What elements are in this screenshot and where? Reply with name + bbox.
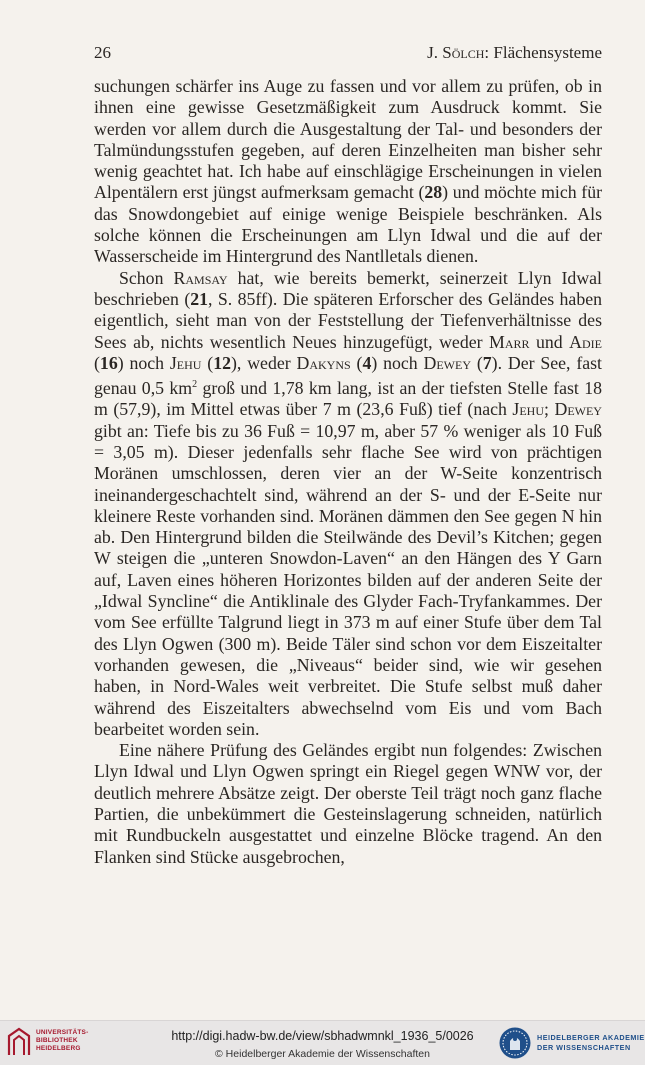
- paragraph-text: (: [94, 352, 100, 373]
- reference-number: 4: [362, 352, 372, 373]
- author-dakyns: Dakyns: [296, 352, 351, 373]
- paragraph-text: ) noch: [371, 352, 424, 373]
- paragraph-text: ), weder: [231, 352, 297, 373]
- uni-line-3: HEIDELBERG: [36, 1045, 81, 1052]
- paragraph-text: , S. 85ff). Die späteren Erforscher des Geländes haben eigentlich, sieht man von der Feststellung der Tiefenverhältnisse des Sees ab, nichts wesentlich Neues hinzugefügt, weder: [94, 288, 602, 352]
- academy-line-1: HEIDELBERGER AKADEMIE: [537, 1033, 645, 1042]
- footer-bar: [0, 1020, 645, 1065]
- uni-line-2: BIBLIOTHEK: [36, 1037, 78, 1044]
- paragraph-text: weniger als 10 Fuß = 3,05 m). Dieser jedenfalls sehr flache See wird von prächtigen Moränen umschlossen, deren vier an der W-Seite konzentrisch ineinandergeschachtelt sind, während an der S- und der E-Seite nur kleinere Reste vorhanden sind. Moränen dämmen den See gegen N hin ab. Den Hintergrund bilden die Steilwände des Devil’s Kitchen; gegen W steigen die „unteren Snowdon-Laven“ an den Hängen des Y Garn auf, Laven eines höheren Horizontes bilden auf der anderen Seite der „Idwal Syncline“ die Antiklinale des Glyder Fach-Tryfankammes. Der vom See erfüllte Talgrund liegt in 373 m auf einer Stufe über dem Tal des Llyn Ogwen (300 m). Beide Täler sind schon vor dem Eiszeitalter vorhanden gewesen, die „Niveaus“ beider sind, wie wir gesehen haben, in Nord-Wales weit verbreitet. Die Stufe selbst muß daher während des Eiszeitalters abwechselnd vom Eis und vom Bach bearbeitet worden sein.: [94, 420, 602, 739]
- title-separator: :: [484, 43, 494, 62]
- running-title: [427, 40, 602, 66]
- permalink-url[interactable]: http://digi.hadw-bw.de/view/sbhadwmnkl_1936_5/0026: [171, 1029, 474, 1043]
- book-title: Flächensysteme: [493, 43, 602, 62]
- paragraph-text: groß und 1,78 km lang, ist an der tiefsten Stelle fast 18 m (57,9), im Mittel etwas über 7 m (23,6 Fuß) tief (nach: [94, 378, 602, 420]
- academy-line-2: DER WISSENSCHAFTEN: [537, 1042, 631, 1052]
- paragraph-3: Eine nähere Prüfung des Geländes ergibt nun folgendes: Zwischen Llyn Idwal und Llyn Ogwen springt ein Riegel gegen WNW vor, der deutlich mehrere Absätze zeigt. Der oberste Teil trägt noch ganz flache Partien, die unbekümmert die Gesteinslagerung schneiden, natürlich mit Rundbuckeln ausgestattet und einzelne Blöcke tragend. An den Flanken sind Stücke ausgebrochen,: [94, 740, 602, 867]
- reference-number: 28: [424, 182, 443, 203]
- reference-number: 16: [99, 352, 118, 373]
- academy-name: [537, 1033, 645, 1052]
- author-dewey: Dewey: [423, 352, 472, 373]
- author-adie: Adie: [569, 331, 602, 352]
- superscript: 2: [192, 379, 198, 391]
- author-marr: Marr: [489, 331, 530, 352]
- percent-sign: %: [443, 420, 459, 441]
- paragraph-text: ) noch: [117, 352, 170, 373]
- paragraph-text: gibt an: Tiefe bis zu 36 Fuß = 10,97 m, aber 57: [94, 420, 444, 441]
- page-number: 26: [94, 43, 111, 62]
- paragraph-text: ). Der See, fast genau 0,5 km: [94, 352, 602, 399]
- paragraph-text: (: [201, 352, 214, 373]
- paragraph-text: ;: [544, 399, 555, 420]
- reference-number: 7: [482, 352, 492, 373]
- academy-seal-icon: [498, 1026, 532, 1060]
- copyright-notice: © Heidelberger Akademie der Wissenschaften: [215, 1048, 430, 1060]
- paragraph-2: [94, 268, 602, 740]
- paragraph-text: und: [529, 331, 570, 352]
- author-initial: J.: [427, 43, 443, 62]
- uni-line-1: UNIVERSITÄTS-: [36, 1029, 89, 1036]
- reference-number: 21: [190, 288, 209, 309]
- reference-number: 12: [213, 352, 232, 373]
- author-jehu: Jehu: [169, 352, 202, 373]
- paragraph-1: [94, 76, 602, 268]
- running-header: [94, 40, 602, 66]
- paragraph-text: (: [350, 352, 363, 373]
- body-text: [94, 76, 602, 868]
- paragraph-text: ) und möchte mich für das Snowdongebiet auf einige wenige Beispiele beschränken. Als solche können die Erscheinungen am Llyn Idwal und die auf der Wasserscheide im Hintergrund des Nantlletals dienen.: [94, 182, 603, 267]
- paragraph-text: hat, wie bereits bemerkt, seinerzeit Llyn Idwal beschrieben (: [94, 267, 602, 309]
- author-name: Sölch: [442, 43, 485, 62]
- paragraph-text: suchungen schärfer ins Auge zu fassen und vor allem zu prüfen, ob in ihnen eine gewisse Gesetzmäßigkeit zum Ausdruck kommt. Sie werden vor allem durch die Ausgestaltung der Tal- und besonders der Talmündungsstufen gegeben, auf deren Einzelheiten man bisher sehr wenig geachtet hat. Ich habe auf einschlägige Erscheinungen in vielen Alpentälern erst jüngst aufmerksam gemacht (: [94, 76, 602, 203]
- author-ramsay: Ramsay: [173, 267, 228, 288]
- paragraph-text: (: [471, 352, 483, 373]
- author-jehu: Jehu: [512, 399, 545, 420]
- author-dewey: Dewey: [554, 399, 602, 420]
- paragraph-text: Schon: [119, 267, 174, 288]
